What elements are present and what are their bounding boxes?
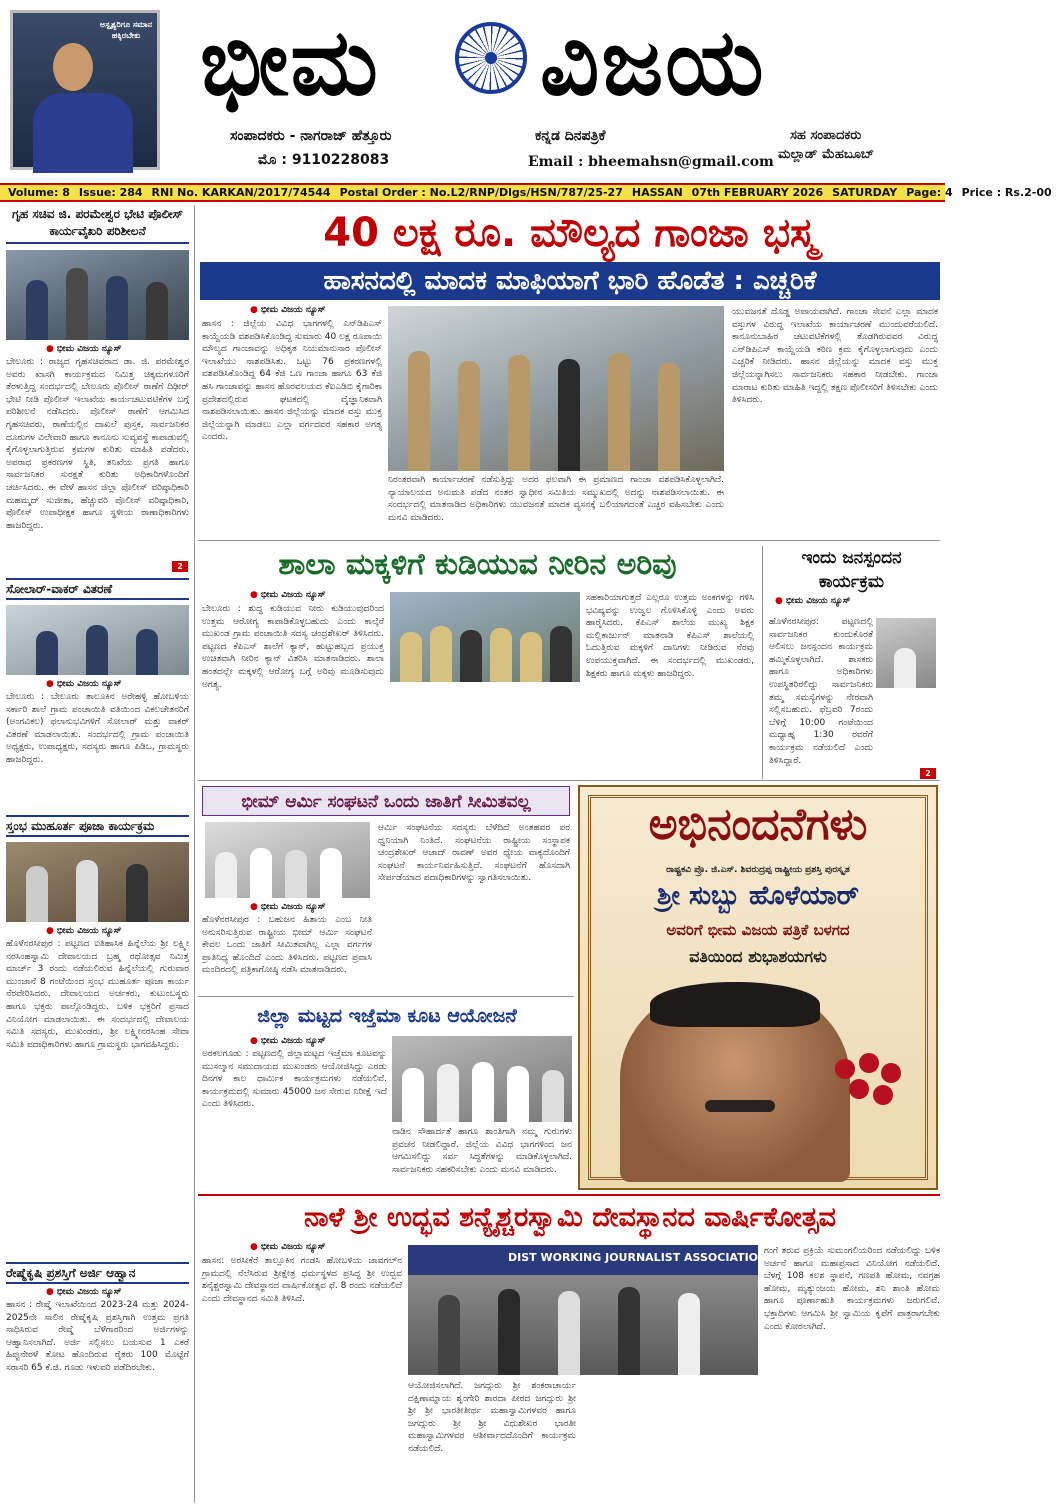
ijthema-headline: ಜಿಲ್ಲಾ ಮಟ್ಟದ ಇಜ್ತೆಮಾ ಕೂಟ ಆಯೋಜನೆ — [257, 1005, 517, 1027]
page-number: Page: 4 — [906, 186, 953, 199]
divider — [198, 1194, 940, 1196]
volume: Volume: 8 — [8, 186, 70, 199]
portrait-quote: ಅಸ್ಪೃಶ್ಯರಿಗೂ ಸಮಾನ ಹಕ್ಕಿರಬೇಕು — [99, 20, 153, 40]
advert-title: ಅಭಿನಂದನೆಗಳು — [648, 799, 868, 850]
advert-award-line: ರಾಷ್ಟ್ರಕವಿ ಪ್ರೊ. ಜಿ.ಎಸ್. ಶಿವರುದ್ರಪ್ಪ ರಾಷ್ಟ್ರೀಯ ಪ್ರಶಸ್ತಿ ಪುರಸ್ಕೃತ — [666, 865, 850, 875]
masthead — [0, 0, 945, 182]
story-headline: ಗೃಹ ಸಚಿವ ಜಿ. ಪರಮೇಶ್ವರ ಭೇಟಿ ಪೊಲೀಸ್ ಕಾರ್ಯವೈಖರಿ ಪರಿಶೀಲನೆ — [6, 206, 189, 244]
janaspandana-headline: ಇಂದು ಜನಸ್ಪಂದನ ಕಾರ್ಯಕ್ರಮ — [801, 548, 902, 592]
lead-text-b: ನಿರಂತರವಾಗಿ ಕಾರ್ಯಾಚರಣೆ ನಡೆಸುತ್ತಿದ್ದು ಅದರ ಫಲವಾಗಿ ಈ ಪ್ರಮಾಣದ ಗಾಂಜಾ ವಶಪಡಿಸಿಕೊಳ್ಳಲಾಗಿದೆ. ನ್ಯಾಯಾಲಯದ ಅನುಮತಿ ಪಡೆದ ನಂತರ ಸ್ವಾಧೀನ ಸಮಿತಿಯ ಸಮ್ಮುಖದಲ್ಲಿ ಅದನ್ನು ನಾಶಪಡಿಸಲಾಯಿತು. ಈ ಸಂದರ್ಭದಲ್ಲಿ ಮಾತನಾಡಿದ ಅಧಿಕಾರಿಗಳು ಯುವಜನತೆ ಮಾದಕ ವ್ಯಸನಕ್ಕೆ ಬಲಿಯಾಗದಂತೆ ಎಚ್ಚರ ವಹಿಸಬೇಕು ಎಂದು ಮನವಿ ಮಾಡಿದರು. — [388, 475, 724, 523]
bottom-byline: ● ಭೀಮ ವಿಜಯ ನ್ಯೂಸ್ — [250, 1242, 326, 1252]
price: Price : Rs.2-00 — [961, 186, 1052, 199]
continued-marker: 2 — [172, 561, 188, 572]
lead-text-c: ಯುವಜನತೆ ದೊಡ್ಡ ಅಪಾಯವಾಗಿದೆ. ಗಾಂಜಾ ಸೇವನೆ ಎಲ್ಲಾ ಮಾದಕ ವಸ್ತುಗಳ ವಿರುದ್ಧ ಇಲಾಖೆಯ ಕಾರ್ಯಾಚರಣೆ ಮುಂದುವರೆಯಲಿದೆ. ಕಾನೂನುಬಾಹಿರ ಚಟುವಟಿಕೆಗಳಲ್ಲಿ ತೊಡಗಿರುವವರ ವಿರುದ್ಧ ಎನ್‌ಡಿಪಿಎಸ್ ಕಾಯ್ದೆಯಡಿ ಕಠಿಣ ಕ್ರಮ ಕೈಗೊಳ್ಳಲಾಗುವುದು ಎಂದು ಎಚ್ಚರಿಕೆ ನೀಡಿದರು. ಹಾಸನ ಜಿಲ್ಲೆಯನ್ನು ಮಾದಕ ವಸ್ತು ಮುಕ್ತ ಜಿಲ್ಲೆಯನ್ನಾಗಿಸಲು ಸಾರ್ವಜನಿಕರು ಸಹಕಾರ ನೀಡಬೇಕು. ಗಾಂಜಾ ಮಾರಾಟ ಕುರಿತು ಮಾಹಿತಿ ಇದ್ದಲ್ಲಿ ತಕ್ಷಣ ಪೊಲೀಸರಿಗೆ ತಿಳಿಸಬೇಕು ಎಂದು ತಿಳಿಸಿದರು. — [732, 307, 938, 406]
story-headline: ರೇಷ್ಮೆಕೃಷಿ ಪ್ರಶಸ್ತಿಗೆ ಅರ್ಜಿ ಆಹ್ವಾನ — [6, 1262, 189, 1284]
bottom-text-b: ಆಯೋಜಿಸಲಾಗಿದೆ. ಜಗದ್ಗುರು ಶ್ರೀ ಶಂಕರಾಚಾರ್ಯ ದಕ್ಷಿಣಾಮ್ನಾಯ ಶೃಂಗೇರಿ ಶಾರದಾ ಪೀಠದ ಜಗದ್ಗುರು ಶ್ರೀ ಶ್ರೀ ಶ್ರೀ ಭಾರತೀತೀರ್ಥ ಮಹಾಸ್ವಾಮಿಗಳವರ ಹಾಗೂ ಜಗದ್ಗುರು ಶ್ರೀ ಶ್ರೀ ವಿಧುಶೇಖರ ಭಾರತೀ ಮಹಾಸ್ವಾಮಿಗಳವರ ಆಶೀರ್ವಾದದೊಂದಿಗೆ ಕಾರ್ಯಕ್ರಮ ನಡೆಯಲಿದೆ. — [408, 1381, 576, 1454]
postal-order: Postal Order : No.L2/RNP/Dlgs/HSN/787/25-27 — [339, 186, 623, 199]
photo-banner-text: DIST WORKING JOURNALIST ASSOCIATION (R) — [508, 1251, 790, 1264]
lead-photo — [388, 306, 724, 471]
email-line: Email : bheemahsn@gmail.com — [528, 154, 774, 170]
ijthema-byline: ● ಭೀಮ ವಿಜಯ ನ್ಯೂಸ್ — [250, 1036, 326, 1046]
story-headline: ಸೋಲಾರ್-ವಾಕರ್ ವಿತರಣೆ — [6, 578, 189, 600]
officer-photo — [876, 618, 936, 688]
divider — [198, 780, 940, 781]
city: HASSAN — [631, 186, 683, 199]
janaspandana-box — [762, 546, 940, 779]
divider — [198, 540, 940, 541]
army-photo — [205, 822, 370, 898]
water-text-a2 — [390, 686, 580, 774]
story-photo — [6, 250, 189, 340]
janaspandana-byline: ● ಭೀಮ ವಿಜಯ ನ್ಯೂಸ್ — [775, 596, 940, 606]
bottom-headline: ನಾಳೆ ಶ್ರೀ ಉದ್ಭವ ಶನ್ಯೈಶ್ಚರಸ್ವಾಮಿ ದೇವಸ್ಥಾನದ ವಾರ್ಷಿಕೋತ್ಸವ — [304, 1202, 836, 1233]
logo-right: ವಿಜಯ — [540, 8, 766, 116]
logo-left: ಭೀಮ — [200, 8, 380, 116]
rni-number: RNI No. KARKAN/2017/74544 — [151, 186, 331, 199]
ijthema-text-b: ನಾಡಿನ ಸೌಹಾರ್ದತೆ ಹಾಗೂ ಶಾಂತಿಗಾಗಿ ನಮ್ಮ ಗುರುಗಳು ಪ್ರವಚನ ನೀಡಲಿದ್ದಾರೆ. ಜಿಲ್ಲೆಯ ವಿವಿಧ ಭಾಗಗಳಿಂದ ಜನ ಆಗಮಿಸಲಿದ್ದು ಸರ್ವ ಸಿದ್ಧತೆಗಳನ್ನು ಮಾಡಿಕೊಳ್ಳಲಾಗಿದೆ. ಸಾರ್ವಜನಿಕರು ಸಹಕರಿಸಬೇಕು ಎಂದು ಮನವಿ ಮಾಡಿದರು. — [392, 1127, 572, 1175]
honoree-photo — [620, 982, 850, 1182]
story-photo — [6, 842, 189, 922]
ambedkar-portrait — [10, 10, 160, 170]
ijthema-photo — [392, 1036, 572, 1122]
story-byline: ● ಭೀಮ ವಿಜಯ ನ್ಯೂಸ್ — [6, 679, 189, 689]
lead-headline: 40 ಲಕ್ಷ ರೂ. ಮೌಲ್ಯದ ಗಾಂಜಾ ಭಸ್ಮ — [323, 210, 817, 256]
ijthema-text-a: ಅರಕಲಗೂಡು : ಪಟ್ಟಣದಲ್ಲಿ ಜಿಲ್ಲಾಮಟ್ಟದ ಇಜ್ತೆಮಾ ಕೂಟವನ್ನು ಮುಸಲ್ಮಾನ ಸಮುದಾಯದ ಮುಖಂಡರು ಆಯೋಜಿಸಿದ್ದು ಎರಡು ದಿನಗಳ ಕಾಲ ಧಾರ್ಮಿಕ ಕಾರ್ಯಕ್ರಮಗಳು ನಡೆಯಲಿವೆ. ಕಾರ್ಯಕ್ರಮದಲ್ಲಿ ಸುಮಾರು 45000 ಜನ ಸೇರುವ ನಿರೀಕ್ಷೆ ಇದೆ ಎಂದು ತಿಳಿಸಿದರು. — [202, 1049, 387, 1110]
date: 07th FEBRUARY 2026 — [691, 186, 824, 199]
left-column — [6, 206, 189, 1437]
story-byline: ● ಭೀಮ ವಿಜಯ ನ್ಯೂಸ್ — [6, 926, 189, 936]
story-byline: ● ಭೀಮ ವಿಜಯ ನ್ಯೂಸ್ — [6, 1287, 189, 1297]
army-text-b: ಆರ್ಮಿ ಸಂಘಟನೆಯ ಸದಸ್ಯರು ಬೆಳೆದಿದೆ ಅಂತಹವರ ಪರ ಧ್ವನಿಯಾಗಿ ನಿಂತಿದೆ. ಸಂಘಟನೆಯ ರಾಷ್ಟ್ರೀಯ ಸಂಸ್ಥಾಪಕ ಚಂದ್ರಶೇಖರ್ ಆಜಾದ್ ರಾವಣ್ ಅವರ ಧ್ಯೇಯ ವಾಕ್ಯದೊಂದಿಗೆ ಸಂಘಟನೆ ಕಾರ್ಯನಿರ್ವಹಿಸುತ್ತಿದೆ. ಸಂಘಟನೆಗೆ ಹೊಸದಾಗಿ ಸೇರ್ಪಡೆಯಾದ ಪದಾಧಿಕಾರಿಗಳನ್ನು ಸ್ವಾಗತಿಸಲಾಯಿತು. — [378, 823, 570, 884]
water-headline: ಶಾಲಾ ಮಕ್ಕಳಿಗೆ ಕುಡಿಯುವ ನೀರಿನ ಅರಿವು — [278, 547, 677, 582]
roses-icon — [825, 1049, 915, 1119]
advert-honoree-name: ಶ್ರೀ ಸುಬ್ಬು ಹೊಳೆಯಾರ್ — [657, 881, 859, 911]
army-byline: ● ಭೀಮ ವಿಜಯ ನ್ಯೂಸ್ — [250, 902, 326, 912]
army-text-a: ಹೊಳೆನರಸೀಪುರ : ಬಹುಜನ ಹಿತಾಯ ಎಂಬ ನೀತಿ ಅನುಸರಿಸುತ್ತಿರುವ ರಾಷ್ಟ್ರೀಯ ಭೀಮ್ ಆರ್ಮಿ ಸಂಘಟನೆ ಕೇವಲ ಒಂದು ಜಾತಿಗೆ ಸೀಮಿತವಾಗಿಲ್ಲ ಎಲ್ಲಾ ವರ್ಗಗಳ ಪ್ರಾತಿನಿಧ್ಯ ಹೊಂದಿದೆ ಎಂದು ತಿಳಿಸಿದರು. ಪಟ್ಟಣದ ಪ್ರವಾಸಿ ಮಂದಿರದಲ್ಲಿ ಪತ್ರಿಕಾಗೋಷ್ಠಿ ನಡೆಸಿ ಮಾತನಾಡಿದರು. — [202, 915, 372, 976]
janaspandana-text: ಹೊಳೆನರಸೀಪುರ: ಪಟ್ಟಣದಲ್ಲಿ ಸಾರ್ವಜನಿಕರ ಕುಂದುಕೊರತೆ ಆಲಿಸಲು ಜನಸ್ಪಂದನ ಕಾರ್ಯಕ್ರಮ ಹಮ್ಮಿಕೊಳ್ಳಲಾಗಿದೆ. ಶಾಸಕರು ಹಾಗೂ ಅಧಿಕಾರಿಗಳು ಉಪಸ್ಥಿತರಿರಲಿದ್ದು ಸಾರ್ವಜನಿಕರು ತಮ್ಮ ಸಮಸ್ಯೆಗಳನ್ನು ನೇರವಾಗಿ ಸಲ್ಲಿಸಬಹುದು. ಫೆಬ್ರವರಿ 7ರಂದು ಬೆಳಿಗ್ಗೆ 10:00 ಗಂಟೆಯಿಂದ ಮಧ್ಯಾಹ್ನ 1:30 ರವರೆಗೆ ಕಾರ್ಯಕ್ರಮ ನಡೆಯಲಿದೆ ಎಂದು ತಿಳಿಸಿದ್ದಾರೆ. — [769, 617, 873, 766]
day: SATURDAY — [832, 186, 898, 199]
column-divider — [194, 205, 195, 1503]
bottom-text-c: ಗಂಗೆ ತರುವ ಪ್ರಕ್ರಿಯೆ ಸುಮಂಗಲಿಯರಿಂದ ನಡೆಯಲಿದ್ದು ಬಳಿಕ ಅರ್ಚನೆ ಹಾಗೂ ಮಹಾಪ್ರಸಾದ ವಿನಿಯೋಗ ನಡೆಯಲಿದೆ. ಬೆಳಗ್ಗೆ 108 ಕಲಶ ಸ್ಥಾಪನೆ, ಗಣಪತಿ ಹೋಮ, ನವಗ್ರಹ ಹೋಮ, ಮೃತ್ಯುಂಜಯ ಹೋಮ, ಶನಿ ಶಾಂತಿ ಹೋಮ ಹಾಗೂ ಪೂರ್ಣಾಹುತಿ ಕಾರ್ಯಕ್ರಮಗಳು ಜರುಗಲಿವೆ. ಭಕ್ತಾದಿಗಳು ಆಗಮಿಸಿ ಶ್ರೀ ಸ್ವಾಮಿಯ ಕೃಪೆಗೆ ಪಾತ್ರರಾಗಬೇಕು ಎಂದು ಕೋರಲಾಗಿದೆ. — [764, 1246, 940, 1332]
story-text: ಹೊಳೆನರಸೀಪುರ : ಪಟ್ಟಣದ ಐತಿಹಾಸಿಕ ಹಿನ್ನೆಲೆಯ ಶ್ರೀ ಲಕ್ಷ್ಮೀ ನರಸಿಂಹಸ್ವಾಮಿ ದೇವಾಲಯದ ಬ್ರಹ್ಮ ರಥೋತ್ಸವ ನಿಮಿತ್ತ ಮಾರ್ಚ್ 3 ರಂದು ನಡೆಯಲಿರುವ ಹಿನ್ನೆಲೆಯಲ್ಲಿ ಗುರುವಾರ ಮುಂಜಾನೆ 8 ಗಂಟೆಯಿಂದ ಸ್ತಂಭ ಮುಹೂರ್ತ ಪೂಜಾ ಕಾರ್ಯ ನೆರವೇರಿಸಿದರು. ದೇವಾಲಯದ ಅರ್ಚಕರು, ಕುಟುಂಬಸ್ಥರು ಹಾಗೂ ಭಕ್ತರು ಪಾಲ್ಗೊಂಡಿದ್ದರು. ಬಳಿಕ ಭಕ್ತರಿಗೆ ಪ್ರಸಾದ ವಿನಿಯೋಗ ಮಾಡಲಾಯಿತು. ಈ ಸಂದರ್ಭದಲ್ಲಿ ದೇವಾಲಯ ಸಮಿತಿ ಸದಸ್ಯರು, ಮುಖಂಡರು, ಶ್ರೀ ಲಕ್ಷ್ಮೀನರಸಿಂಹ ಸೇವಾ ಸಮಿತಿ ಪದಾಧಿಕಾರಿಗಳು ಹಾಗೂ ಗ್ರಾಮಸ್ಥರು ಭಾಗವಹಿಸಿದ್ದರು. — [6, 939, 189, 1050]
bottom-text-b2 — [582, 1380, 758, 1500]
co-editor-name: ಮಲ್ಲಾಡ್ ಮೆಹಬೂಬ್ — [778, 147, 875, 162]
story-text: ಬೇಲೂರು : ರಾಜ್ಯದ ಗೃಹಸಚಿವರಾದ ಡಾ. ಜಿ. ಪರಮೇಶ್ವರ ಅವರು ಖಾಸಗಿ ಕಾರ್ಯಕ್ರಮದ ನಿಮಿತ್ತ ಚಿಕ್ಕಮಗಳೂರಿಗೆ ತೆರಳುತ್ತಿದ್ದ ಸಂದರ್ಭದಲ್ಲಿ ಬೇಲೂರು ಪೊಲೀಸ್ ಠಾಣೆಗೆ ದಿಢೀರ್ ಭೇಟಿ ನೀಡಿ ಪೊಲೀಸ್ ಇಲಾಖೆಯ ಕಾರ್ಯಚಟುವಟಿಕೆಗಳ ಬಗ್ಗೆ ಪರಿಶೀಲನೆ ನಡೆಸಿದರು. ಪೊಲೀಸ್ ಠಾಣೆಗೆ ಆಗಮಿಸಿದ ಗೃಹಸಚಿವರು, ಠಾಣೆಯಲ್ಲಿನ ದಾಖಲೆ ಪುಸ್ತಕ, ಸಾರ್ವಜನಿಕರ ದೂರುಗಳ ವಿಲೇವಾರಿ ಹಾಗೂ ಕಾನೂನು ಸುವ್ಯವಸ್ಥೆ ಕಾಪಾಡುವಲ್ಲಿ ಕೈಗೊಳ್ಳಲಾಗುತ್ತಿರುವ ಕ್ರಮಗಳ ಕುರಿತು ಮಾಹಿತಿ ಪಡೆದರು. ಅಪರಾಧ ಪ್ರಕರಣಗಳ ಸ್ಥಿತಿ, ತನಿಖೆಯ ಪ್ರಗತಿ ಹಾಗೂ ಸಾರ್ವಜನಿಕರ ಸುರಕ್ಷತೆ ಕುರಿತು ಅಧಿಕಾರಿಗಳೊಂದಿಗೆ ಚರ್ಚಿಸಿದರು. ಈ ವೇಳೆ ಹಾಸನ ಜಿಲ್ಲಾ ಪೊಲೀಸ್ ವರಿಷ್ಠಾಧಿಕಾರಿ ಮಹಮ್ಮದ್ ಸುಜೀತಾ, ಹೆಚ್ಚುವರಿ ಪೊಲೀಸ್ ವರಿಷ್ಠಾಧಿಕಾರಿ, ಪೊಲೀಸ್ ಉಪಾಧೀಕ್ಷಕ ಹಾಗೂ ಸ್ಥಳೀಯ ಠಾಣಾಧಿಕಾರಿಗಳು ಹಾಜರಿದ್ದರು. — [6, 357, 189, 531]
water-byline: ● ಭೀಮ ವಿಜಯ ನ್ಯೂಸ್ — [250, 590, 326, 600]
edition-info-bar — [0, 183, 1052, 202]
continued-marker: 2 — [920, 768, 936, 779]
advert-line-2: ಅವರಿಗೆ ಭೀಮ ವಿಜಯ ಪತ್ರಿಕೆ ಬಳಗದ — [666, 921, 850, 939]
story-byline: ● ಭೀಮ ವಿಜಯ ನ್ಯೂಸ್ — [6, 344, 189, 354]
lead-byline: ● ಭೀಮ ವಿಜಯ ನ್ಯೂಸ್ — [250, 305, 326, 315]
issue: Issue: 284 — [78, 186, 143, 199]
story-text: ಬೇಲೂರು : ಬೇಲೂರು ತಾಲೂಕಿನ ಅರೇಹಳ್ಳಿ ಹೋಬಳಿಯ ಸರ್ಕಾರಿ ಶಾಲೆ ಗ್ರಾಮ ಪಂಚಾಯಿತಿ ವತಿಯಿಂದ ವಿಕಲಚೇತನರಿಗೆ (ಅಂಗವಿಕಲ) ಫಲಾನುಭವಿಗಳಿಗೆ ಸೋಲಾರ್ ಮತ್ತು ವಾಕರ್ ವಿತರಣೆ ಮಾಡಲಾಯಿತು. ಸಂದರ್ಭದಲ್ಲಿ ಗ್ರಾಮ ಪಂಚಾಯಿತಿ ಅಧ್ಯಕ್ಷರು, ಉಪಾಧ್ಯಕ್ಷರು, ಸದಸ್ಯರು ಹಾಗೂ ಪಿಡಿಒ, ಗ್ರಾಮಸ್ಥರು ಹಾಜರಿದ್ದರು. — [6, 692, 189, 765]
bottom-text-a: ಹಾಸನ: ಅರಸೀಕೆರೆ ತಾಲ್ಲೂಕಿನ ಗಂಡಸಿ ಹೋಬಳಿಯ ಜಾವಗಲ್‌ನ ಗ್ರಾಮದಲ್ಲಿ ನೆಲೆಸಿರುವ ಶ್ರೀಕ್ಷೇತ್ರ ಧರ್ಮಸ್ಥಳದ ಪ್ರಸಿದ್ಧ ಶ್ರೀ ಉದ್ಭವ ಶನೈಶ್ಚರಸ್ವಾಮಿ ದೇವಸ್ಥಾನದ ವಾರ್ಷಿಕೋತ್ಸವ ಫೆ. 8 ರಂದು ನಡೆಯಲಿದೆ ಎಂದು ದೇವಸ್ಥಾನದ ಸಮಿತಿ ತಿಳಿಸಿದೆ. — [202, 1256, 402, 1304]
advert-line-3: ವತಿಯಿಂದ ಶುಭಾಶಯಗಳು — [689, 947, 827, 966]
congratulations-advert — [578, 785, 938, 1190]
story-text: ಹಾಸನ : ರೇಷ್ಮೆ ಇಲಾಖೆಯಿಂದ 2023-24 ಮತ್ತು 2024-2025ನೇ ಸಾಲಿನ ರೇಷ್ಮೆಕೃಷಿ ಪ್ರಶಸ್ತಿಗಾಗಿ ಉತ್ತಮ ಪ್ರಗತಿ ಸಾಧಿಸಿರುವ ರೇಷ್ಮೆ ಬೆಳೆಗಾರರಿಂದ ಅರ್ಜಿಗಳನ್ನು ಆಹ್ವಾನಿಸಲಾಗಿದೆ. ಅರ್ಜಿ ಸಲ್ಲಿಸಲು ಬಯಸುವ 1 ಎಕರೆ ಹಿಪ್ಪುನೇರಳೆ ತೋಟ ಹೊಂದಿರುವ ರೈತರು 100 ಮೊಟ್ಟೆಗೆ ಸರಾಸರಿ 65 ಕೆ.ಜಿ. ಗೂಡು ಇಳುವರಿ ಪಡೆದಿರಬೇಕು. — [6, 1300, 189, 1373]
army-headline: ಭೀಮ್ ಆರ್ಮಿ ಸಂಘಟನೆ ಒಂದು ಜಾತಿಗೆ ಸೀಮಿತವಲ್ಲ — [202, 786, 570, 816]
water-text-b: ಸಹಕಾರಿಯಾಗುತ್ತದೆ ಎಲ್ಲರೂ ಉತ್ತಮ ಅಂಕಗಳನ್ನು ಗಳಿಸಿ ಭವಿಷ್ಯವನ್ನು ಉಜ್ವಲ ಗೊಳಿಸಿಕೊಳ್ಳಿ ಎಂದು ಅವರು ಹಾರೈಸಿದರು. ಕೆಪಿಎಸ್ ಶಾಲೆಯ ಮುಖ್ಯ ಶಿಕ್ಷಕ ಮಲ್ಲಿಕಾರ್ಜುನ್ ಮಾತನಾಡಿ ಕೆಪಿಎಸ್ ಶಾಲೆಯಲ್ಲಿ ಓದುತ್ತಿರುವ ಮಕ್ಕಳಿಗೆ ದಾನಿಗಳು ನೀಡಿರುವ ನೆರವು ಉಪಯುಕ್ತವಾಗಿದೆ. ಈ ಸಂದರ್ಭದಲ್ಲಿ ಮುಖಂಡರು, ಶಿಕ್ಷಕರು ಹಾಗೂ ಮಕ್ಕಳು ಹಾಜರಿದ್ದರು. — [586, 593, 754, 679]
story-photo — [6, 605, 189, 675]
bottom-photo — [408, 1245, 790, 1375]
story-headline: ಸ್ತಂಭ ಮುಹೂರ್ತ ಪೂಜಾ ಕಾರ್ಯಕ್ರಮ — [6, 815, 189, 837]
co-editor-label: ಸಹ ಸಂಪಾದಕರು — [790, 128, 862, 143]
water-text-a: ಬೇಲೂರು : ಶುದ್ಧ ಕುಡಿಯುವ ನೀರು ಕುಡಿಯುವುದರಿಂದ ಉತ್ತಮ ಆರೋಗ್ಯ ಕಾಪಾಡಿಕೊಳ್ಳಬಹುದು ಎಂದು ಕಾಲ್ಕೆರೆ ಮುಖಂಡ ಗ್ರಾಮ ಪಂಚಾಯಿತಿ ಸದಸ್ಯ ಚಂದ್ರಶೇಖರ್ ತಿಳಿಸಿದರು. ಪಟ್ಟಣದ ಕೆಪಿಎಸ್ ಶಾಲೆಗೆ ಕ್ಯಾನ್, ಹುಟ್ಟುಹಬ್ಬದ ಪ್ರಯುಕ್ತ ಉಚಿತವಾಗಿ ನೀರಿನ ಕ್ಯಾನ್ ವಿತರಿಸಿ ಮಾತನಾಡಿದರು. ಶಾಲಾ ಹಂತದಲ್ಲೇ ಮಕ್ಕಳಲ್ಲಿ ಆರೋಗ್ಯ ಬಗ್ಗೆ ಅರಿವು ಮೂಡಿಸುವುದು ಅಗತ್ಯ. — [202, 604, 384, 690]
lead-subhead: ಹಾಸನದಲ್ಲಿ ಮಾದಕ ಮಾಫಿಯಾಗೆ ಭಾರಿ ಹೊಡೆತ : ಎಚ್ಚರಿಕೆ — [200, 262, 940, 300]
water-photo — [390, 592, 580, 682]
lead-text-a: ಹಾಸನ : ಜಿಲ್ಲೆಯ ವಿವಿಧ ಭಾಗಗಳಲ್ಲಿ ಎನ್‌ಡಿಪಿಎಸ್ ಕಾಯ್ದೆಯಡಿ ವಶಪಡಿಸಿಕೊಂಡಿದ್ದ ಸುಮಾರು 40 ಲಕ್ಷ ರೂಪಾಯಿ ಮೌಲ್ಯದ ಗಾಂಜಾವನ್ನು ಅಧಿಕೃತ ನಿಯಮಾನುಸಾರ ಪೊಲೀಸ್ ಇಲಾಖೆಯು ನಾಶಪಡಿಸಿತು. ಒಟ್ಟು 76 ಪ್ರಕರಣಗಳಲ್ಲಿ ವಶಪಡಿಸಿಕೊಂಡಿದ್ದ 64 ಕೆಜಿ ಒಣ ಗಾಂಜಾ ಹಾಗೂ 63 ಕೆಜಿ ಹಸಿ ಗಾಂಜಾವನ್ನು ಹಾಸನ ಹೊರವಲಯದ ಕೆಐಎಡಿಬಿ ಕೈಗಾರಿಕಾ ಪ್ರದೇಶದಲ್ಲಿರುವ ಘಟಕದಲ್ಲಿ ವೈಜ್ಞಾನಿಕವಾಗಿ ನಾಶಪಡಿಸಲಾಯಿತು. ಹಾಸನ ಜಿಲ್ಲೆಯನ್ನು ಮಾದಕ ವಸ್ತು ಮುಕ್ತ ಜಿಲ್ಲೆಯನ್ನಾಗಿ ಮಾಡಲು ಎಲ್ಲಾ ವರ್ಗದವರ ಸಹಕಾರ ಅಗತ್ಯ ಎಂದರು. — [202, 319, 382, 443]
ashoka-chakra-icon — [455, 22, 527, 94]
editor-line: ಸಂಪಾದಕರು - ನಾಗರಾಜ್ ಹೆತ್ತೂರು — [230, 128, 392, 144]
paper-type: ಕನ್ನಡ ದಿನಪತ್ರಿಕೆ — [535, 128, 606, 144]
divider — [198, 996, 574, 997]
phone-line: ಮೊ : 9110228083 — [258, 152, 390, 168]
